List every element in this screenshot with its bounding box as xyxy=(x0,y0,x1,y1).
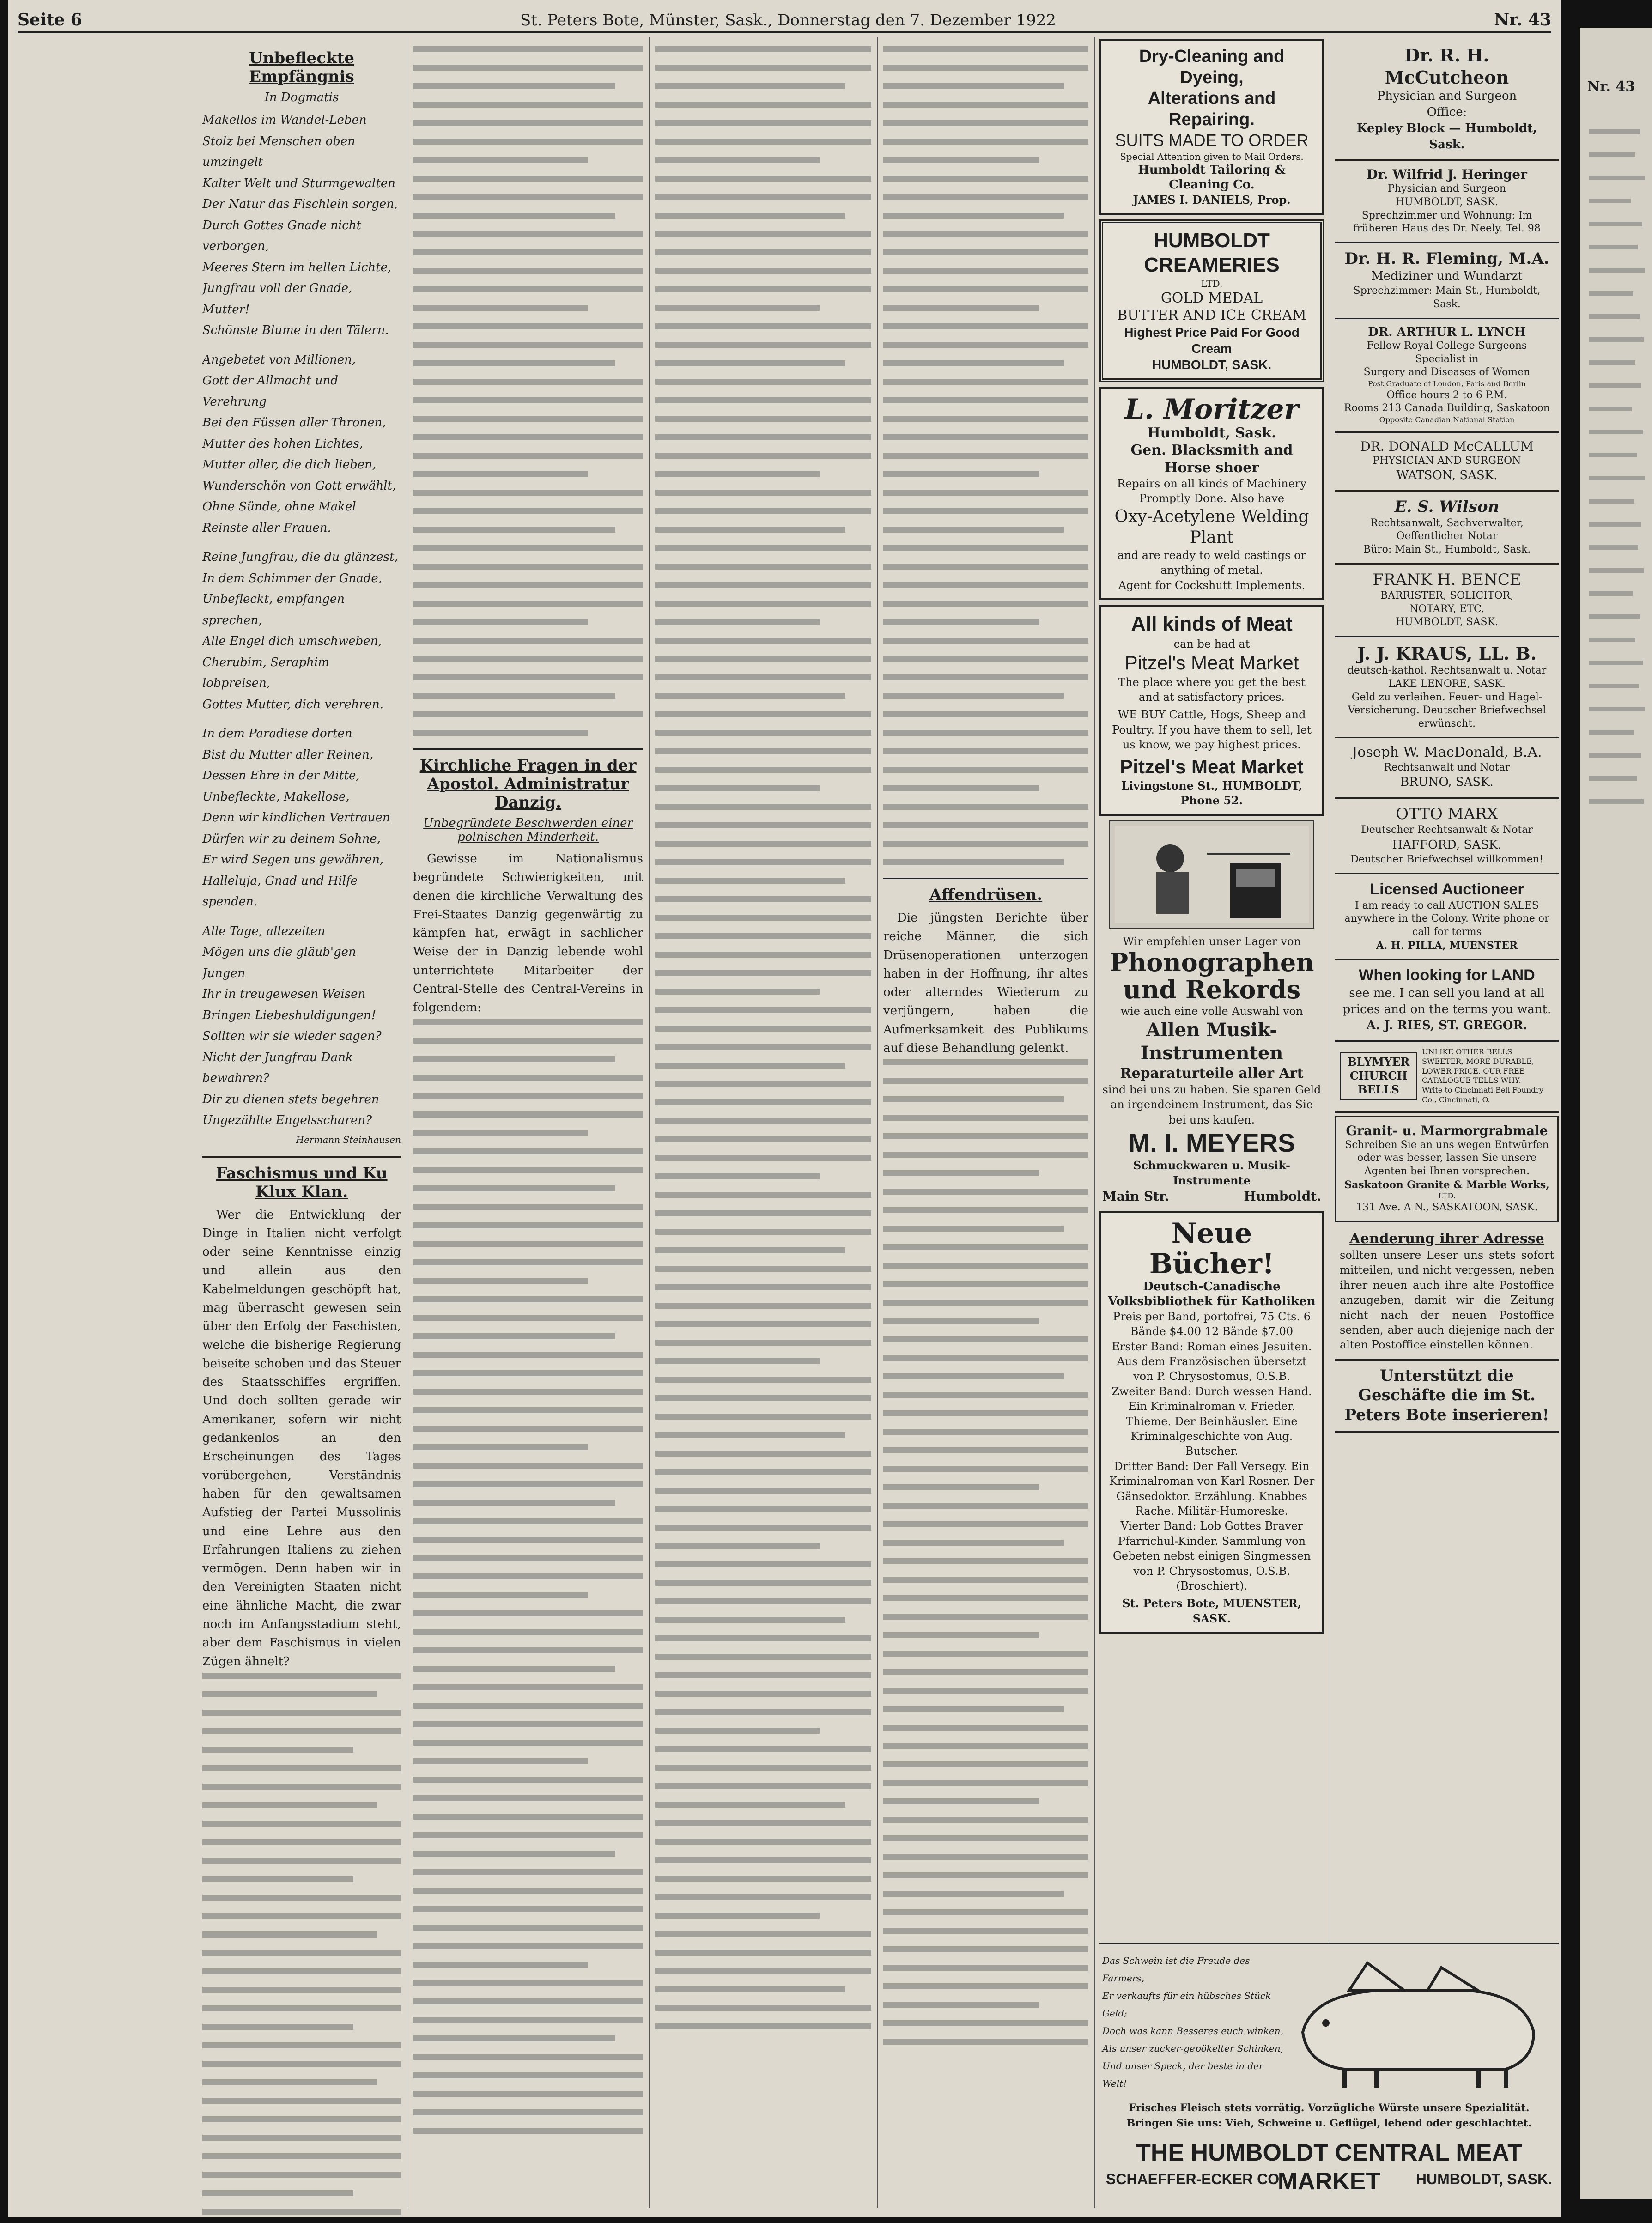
column-rule xyxy=(649,37,650,2208)
card-blymyer: BLYMYER CHURCH BELLS UNLIKE OTHER BELLS SWEETER, MORE DURABLE, LOWER PRICE. OUR FREE CATALOGUE TELLS WHY. Write to Cincinnati Bell Foundry Co., Cincinnati, O. xyxy=(1335,1042,1559,1113)
continued-text xyxy=(883,46,1088,865)
continued-text xyxy=(413,46,643,736)
card-macdonald: Joseph W. MacDonald, B.A. Rechtsanwalt und Notar BRUNO, SASK. xyxy=(1335,738,1559,798)
affendruesen-continued xyxy=(883,1059,1088,2045)
affendruesen-title: Affendrüsen. xyxy=(929,886,1043,904)
blymyer-logo: BLYMYER CHURCH BELLS xyxy=(1340,1052,1417,1100)
poem-stanza: Angebetet von Millionen, Gott der Allmacht und Verehrung Bei den Füssen aller Thronen, Mutter des hohen Lichtes, Mutter aller, die dich lieben, Wunderschön von Gott erwählt, Ohne Sünde, ohne Makel Reinste aller Frauen. xyxy=(202,352,396,535)
column-danzig xyxy=(413,43,643,2146)
card-mccutcheon: Dr. R. H. McCutcheon Physician and Surgeon Office: Kepley Block — Humboldt, Sask. xyxy=(1335,39,1559,161)
poem-stanza: Alle Tage, allezeiten Mögen uns die gläub'gen Jungen Ihr in treugewesen Weisen Bringen Liebeshuldigungen! Sollten wir sie wieder sagen? Nicht der Jungfrau Dank bewahren? Dir zu dienen stets begehren Ungezählte Engelsscharen? xyxy=(202,924,382,1127)
ad-central-meat-market xyxy=(1099,1943,1559,2212)
poem-subtitle: In Dogmatis xyxy=(264,91,339,104)
card-bence: FRANK H. BENCE BARRISTER, SOLICITOR, NOTARY, ETC. HUMBOLDT, SASK. xyxy=(1335,565,1559,637)
card-mccallum: DR. DONALD McCALLUM PHYSICIAN AND SURGEON WATSON, SASK. xyxy=(1335,433,1559,492)
ad-humboldt-creameries: HUMBOLDT CREAMERIES LTD. GOLD MEDAL BUTTER AND ICE CREAM Highest Price Paid For Good Cream HUMBOLDT, SASK. xyxy=(1099,219,1324,382)
column-rule xyxy=(1094,37,1095,2208)
ad-meyers: Wir empfehlen unser Lager von Phonographen und Rekords wie auch eine volle Auswahl von Allen Musik-Instrumenten Reparaturteile aller Art sind bei uns zu haben. Sie sparen Geld an irgendeinem Instrument, das Sie bei uns kaufen. M. I. MEYERS Schmuckwaren u. Musik-Instrumente Main Str. Humboldt. xyxy=(1102,935,1321,1204)
card-ries: When looking for LAND see me. I can sell you land at all prices and on the terms you want. A. J. RIES, ST. GREGOR. xyxy=(1335,960,1559,1042)
phonograph-icon xyxy=(1115,826,1309,923)
continued-text xyxy=(655,46,871,2029)
card-kraus: J. J. KRAUS, LL. B. deutsch-kathol. Rechtsanwalt u. Notar LAKE LENORE, SASK. Geld zu verleihen. Feuer- und Hagel-Versicherung. Deutscher Briefwechsel erwünscht. xyxy=(1335,637,1559,738)
ad-pitzel: All kinds of Meat can be had at Pitzel's Meat Market The place where you get the best and at satisfactory prices. WE BUY Cattle, Hogs, Sheep and Poultry. If you have them to sell, let us know, we pay highest prices. Pitzel's Meat Market Livingstone St., HUMBOLDT, Phone 52. xyxy=(1099,605,1324,816)
poem-author: Hermann Steinhausen xyxy=(296,1134,401,1145)
page-header xyxy=(18,4,1551,33)
poem-stanza: Makellos im Wandel-Leben Stolz bei Menschen oben umzingelt Kalter Welt und Sturmgewalten Der Natur das Fischlein sorgen, Durch Gottes Gnade nicht verborgen, Meeres Stern im hellen Lichte, Jungfrau voll der Gnade, Mutter! Schönste Blume in den Tälern. xyxy=(202,113,398,337)
ad-neue-buecher: Neue Bücher! Deutsch-Canadische Volksbibliothek für Katholiken Preis per Band, portofrei, 75 Cts. 6 Bände $4.00 12 Bände $7.00 Erster Band: Roman eines Jesuiten. Aus dem Französischen übersetzt von P. Chrysostomus, O.S.B. Zweiter Band: Durch wessen Hand. Ein Kriminalroman v. Frieder. Thieme. Der Beinhäusler. Eine Kriminalgeschichte von Aug. Butscher. Dritter Band: Der Fall Versegy. Ein Kriminalroman von Karl Rosner. Der Gänsedoktor. Erzählung. Knabbes Rache. Militär-Humoreske. Vierter Band: Lob Gottes Braver Pfarrichul-Kinder. Sammlung von Gebeten nebst einigen Singmessen von P. Chrysostomus, O.S.B. (Broschiert). St. Peters Bote, MUENSTER, SASK. xyxy=(1099,1211,1324,1634)
poem-stanza: In dem Paradiese dorten Bist du Mutter aller Reinen, Dessen Ehre in der Mitte, Unbefleckte, Makellose, Denn wir kindlichen Vertrauen Dürfen wir zu deinem Sohne, Er wird Segen uns gewähren, Halleluja, Gnad und Hilfe spenden. xyxy=(202,727,390,909)
meat-market-footer: SCHAEFFER-ECKER CO. HUMBOLDT, SASK. xyxy=(1106,2171,1552,2187)
ad-humboldt-tailoring: Dry-Cleaning and Dyeing, Alterations and Repairing. SUITS MADE TO ORDER Special Attention given to Mail Orders. Humboldt Tailoring & Cleaning Co. JAMES I. DANIELS, Prop. xyxy=(1099,39,1324,215)
poem-body xyxy=(202,110,401,1131)
faschismus-text: Wer die Entwicklung der Dinge in Italien nicht verfolgt oder seine Kenntnisse einzig und allein aus den Kabelmeldungen geschöpft hat, mag überrascht gewesen sein über den Erfolg der Faschisten, welche die bisherige Regierung beiseite schoben und das Steuer des Staatsschiffes ergriffen. Und doch sollten gerade wir Amerikaner, sofern wir nicht gedankenlos an den Erscheinungen des Tages vorübergehen, Verständnis haben für den gewaltsamen Aufstieg der Partei Mussolinis und eine Lehre aus den Erfahrungen Italiens zu ziehen vermögen. Denn haben wir in den Vereinigten Staaten nicht eine ähnliche Macht, die zwar noch im Anfangsstadium steht, aber dem Faschismus in vielen Zügen ähnelt? xyxy=(202,1208,401,1669)
masthead-line: St. Peters Bote, Münster, Sask., Donnerstag den 7. Dezember 1922 xyxy=(520,11,1056,30)
card-granit: Granit- u. Marmorgrabmale Schreiben Sie an uns wegen Entwürfen oder was besser, lassen Sie unsere Agenten bei Ihnen vorsprechen. Saskatoon Granite & Marble Works, LTD. 131 Ave. A N., SASKATOON, SASK. xyxy=(1335,1116,1559,1222)
card-aenderung: Aenderung ihrer Adresse sollten unsere Leser uns stets sofort mitteilen, und nicht vergessen, neben ihrer neuen auch ihre alte Postoffice anzugeben, damit wir die Zeitung nicht nach der neuen Postoffice senden, aber auch diejenige nach der alten Postoffice einstellen können. xyxy=(1335,1225,1559,1360)
kirchliche-title: Kirchliche Fragen in der Apostol. Administratur Danzig. xyxy=(419,756,637,812)
pig-icon xyxy=(1275,1954,1552,2092)
column-three xyxy=(655,43,871,2042)
card-pilla: Licensed Auctioneer I am ready to call AUCTION SALES anywhere in the Colony. Write phone or call for terms A. H. PILLA, MUENSTER xyxy=(1335,874,1559,960)
meat-market-lines: Frisches Fleisch stets vorrätig. Vorzügliche Würste unsere Spezialität. Bringen Sie uns: Vieh, Schweine u. Geflügel, lebend oder geschlachtet. xyxy=(1126,2102,1532,2129)
kirchliche-subtitle: Unbegründete Beschwerden einer polnischen Minderheit. xyxy=(423,816,633,844)
meat-market-poem: Das Schwein ist die Freude des Farmers, Er verkaufts für ein hübsches Stück Geld; Doch was kann Besseres euch winken, Als unser zucker-gepökelter Schinken, Und unser Speck, der beste in der Welt! xyxy=(1102,1955,1284,2089)
card-marx: OTTO MARX Deutscher Rechtsanwalt & Notar HAFFORD, SASK. Deutscher Briefwechsel willkommen! xyxy=(1335,799,1559,875)
card-unterstuetzt: Unterstützt die Geschäfte die im St. Peters Bote inserieren! xyxy=(1335,1361,1559,1433)
column-rule xyxy=(877,37,878,2208)
poem-title: Unbefleckte Empfängnis xyxy=(249,49,354,86)
column-ads xyxy=(1099,39,1324,1638)
meat-market-name: THE HUMBOLDT CENTRAL MEAT MARKET xyxy=(1136,2139,1522,2195)
faschismus-title: Faschismus und Ku Klux Klan. xyxy=(216,1164,388,1201)
issue-number: Nr. 43 xyxy=(1494,10,1551,30)
column-poem xyxy=(202,43,401,2217)
card-lynch: DR. ARTHUR L. LYNCH Fellow Royal College Surgeons Specialist in Surgery and Diseases of Women Post Graduate of London, Paris and Berlin Office hours 2 to 6 P.M. Rooms 213 Canada Building, Saskatoon Opposite Canadian National Station xyxy=(1335,319,1559,433)
column-cards xyxy=(1335,39,1559,1433)
gramophone-illustration xyxy=(1109,820,1314,929)
column-four xyxy=(883,43,1088,2057)
kirchliche-text: Gewisse im Nationalismus begründete Schwierigkeiten, mit denen die kirchliche Verwaltung des Frei-Staates Danzig gegenwärtig zu kämpfen hat, erwägt in sachlicher Weise der in Danzig lebende wohl unterrichtete Mitarbeiter der Central-Stelle des Central-Vereins in folgendem: xyxy=(413,852,643,1015)
affendruesen-text: Die jüngsten Berichte über reiche Männer, die sich Drüsenoperationen unterzogen haben in der Hoffnung, ihr altes oder alterndes Wiederum zu verjüngern, haben die Aufmerksamkeit des Publikums auf diese Behandlung gelenkt. xyxy=(883,911,1088,1056)
faschismus-continued xyxy=(202,1673,401,2217)
poem-stanza: Reine Jungfrau, die du glänzest, In dem Schimmer der Gnade, Unbefleckt, empfangen sprechen, Alle Engel dich umschweben, Cherubim, Seraphim lobpreisen, Gottes Mutter, dich verehren. xyxy=(202,550,398,711)
card-fleming: Dr. H. R. Fleming, M.A. Mediziner und Wundarzt Sprechzimmer: Main St., Humboldt, Sask. xyxy=(1335,243,1559,319)
card-heringer: Dr. Wilfrid J. Heringer Physician and Surgeon HUMBOLDT, SASK. Sprechzimmer und Wohnung: Im früheren Haus des Dr. Neely. Tel. 98 xyxy=(1335,161,1559,243)
card-wilson: E. S. Wilson Rechtsanwalt, Sachverwalter, Oeffentlicher Notar Büro: Main St., Humboldt, Sask. xyxy=(1335,492,1559,564)
page-number: Seite 6 xyxy=(18,10,82,30)
kirchliche-continued xyxy=(413,1019,643,2134)
adjacent-page-edge: Nr. 43 xyxy=(1580,28,1652,2199)
newspaper-page xyxy=(8,0,1561,2217)
ad-moritzer: L. Moritzer Humboldt, Sask. Gen. Blacksmith and Horse shoer Repairs on all kinds of Machinery Promptly Done. Also have Oxy-Acetylene Welding Plant and are ready to weld castings or anything of metal. Agent for Cockshutt Implements. xyxy=(1099,387,1324,600)
